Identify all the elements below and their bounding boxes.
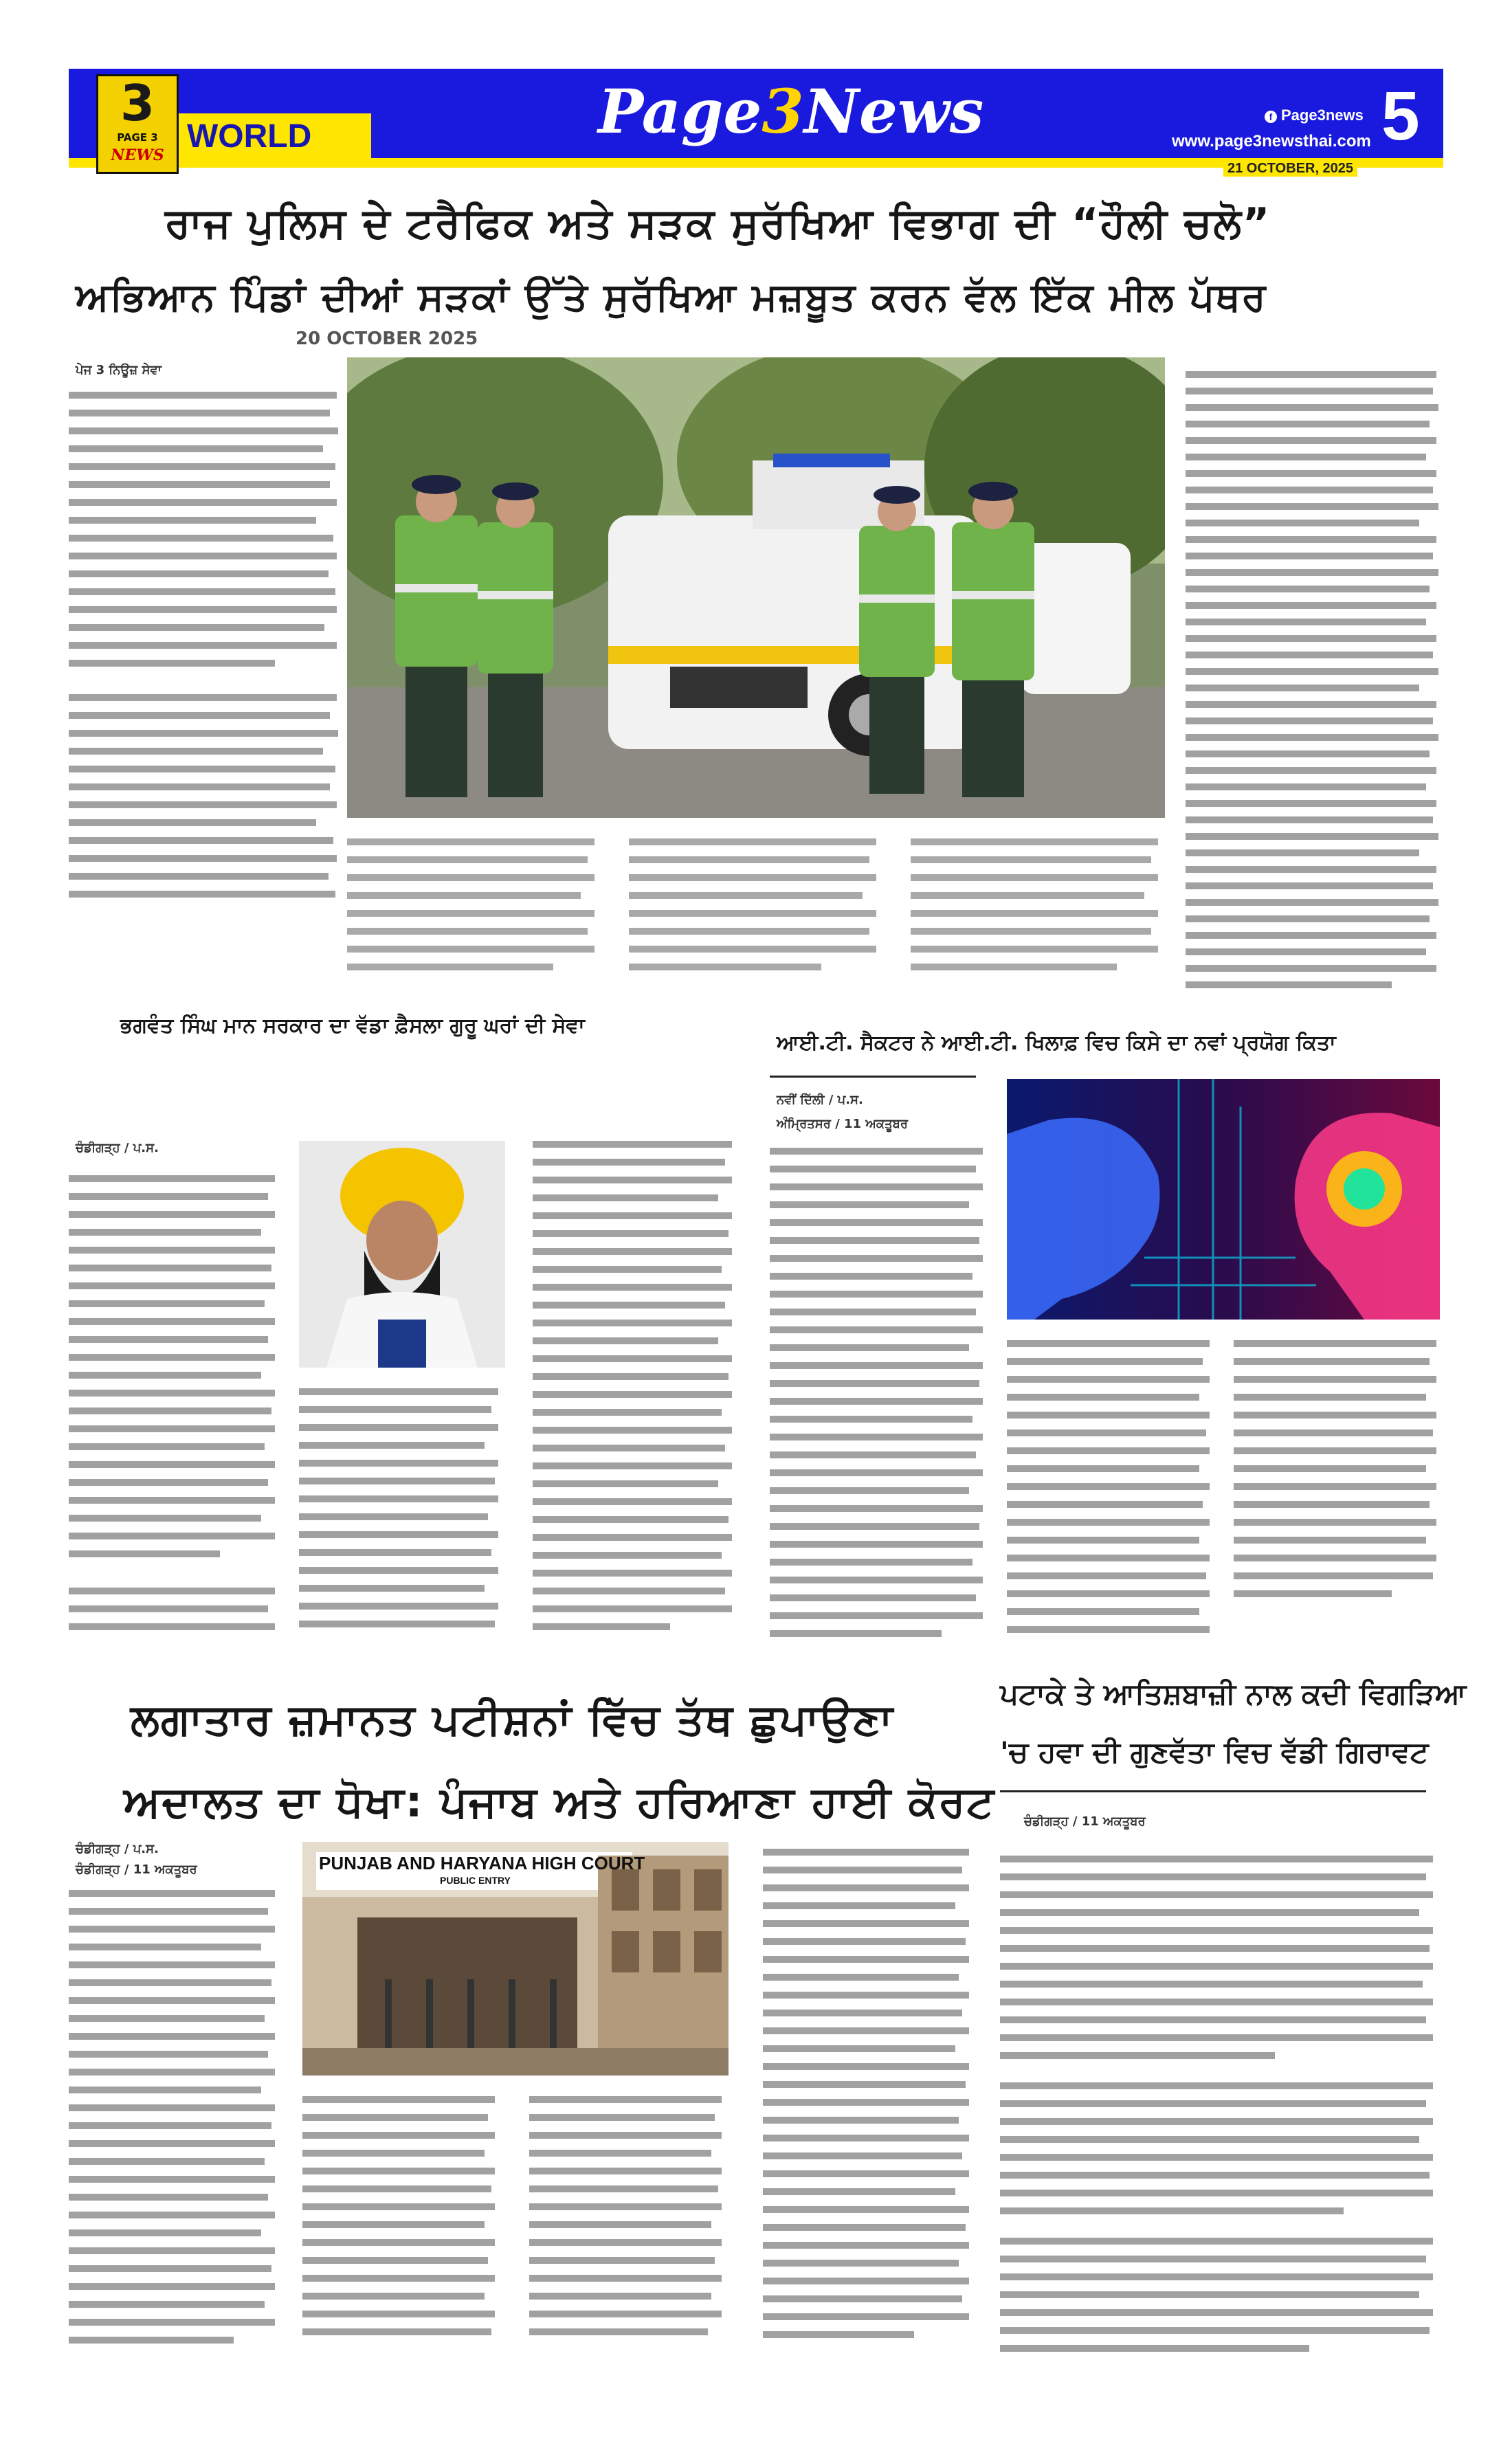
story1-byline: ਪੇਜ 3 ਨਿਊਜ਼ ਸੇਵਾ xyxy=(76,363,162,377)
page-number: 5 xyxy=(1381,78,1420,155)
brand-title xyxy=(598,76,984,151)
brand-part-a: Page xyxy=(598,76,762,147)
story2-byline: ਚੰਡੀਗੜ੍ਹ / ਪ.ਸ. xyxy=(76,1141,159,1155)
issue-date: 21 OCTOBER, 2025 xyxy=(1223,161,1357,177)
story4-column-2 xyxy=(302,2089,502,2378)
story4-byline-2: ਚੰਡੀਗੜ੍ਹ / 11 ਅਕਤੂਬਰ xyxy=(76,1862,197,1877)
section-tab xyxy=(179,113,371,158)
story3-byline-1: ਨਵੀਂ ਦਿੱਲੀ / ਪ.ਸ. xyxy=(777,1093,863,1107)
site-url: www.page3newsthai.com xyxy=(1172,132,1371,151)
divider xyxy=(1000,1790,1426,1792)
story4-headline-line2: ਅਦਾਲਤ ਦਾ ਧੋਖਾ: ਪੰਜਾਬ ਅਤੇ ਹਰਿਆਣਾ ਹਾਈ ਕੋਰਟ xyxy=(124,1777,996,1827)
story1-column-right xyxy=(1186,364,1443,1010)
traffic-police-photo xyxy=(347,357,1165,818)
court-sign-subtext: PUBLIC ENTRY xyxy=(440,1875,511,1886)
story4-column-4 xyxy=(763,1842,976,2378)
story5-headline-line1: ਪਟਾਕੇ ਤੇ ਆਤਿਸ਼ਬਾਜ਼ੀ ਨਾਲ ਕਦੀ ਵਿਗੜਿਆ xyxy=(1000,1677,1467,1711)
story3-column-2 xyxy=(1007,1333,1216,1663)
story5-body xyxy=(1000,1849,1440,2378)
divider xyxy=(770,1076,976,1078)
logo-number: 3 xyxy=(120,74,155,132)
ai-faces-illustration xyxy=(1007,1079,1440,1320)
story1-columns-bottom xyxy=(347,832,1165,990)
court-sign-text: PUNJAB AND HARYANA HIGH COURT xyxy=(319,1853,645,1873)
story4-column-1 xyxy=(69,1883,282,2378)
sikh-leader-portrait xyxy=(299,1141,505,1368)
brand-part-c: News xyxy=(803,76,984,147)
story4-byline-1: ਚੰਡੀਗੜ੍ਹ / ਪ.ਸ. xyxy=(76,1842,159,1856)
facebook-icon: f xyxy=(1265,111,1277,123)
story3-column-1 xyxy=(770,1141,990,1663)
high-court-photo xyxy=(302,1842,729,2076)
story2-column-1 xyxy=(69,1161,282,1670)
logo-tag: NEWS xyxy=(111,146,164,164)
story1-headline-line1: ਰਾਜ ਪੁਲਿਸ ਦੇ ਟਰੈਫਿਕ ਅਤੇ ਸੜਕ ਸੁਰੱਖਿਆ ਵਿਭਾਗ ਦੀ “ਹੌਲੀ ਚਲੋ” xyxy=(165,199,1271,247)
photo-date-stamp: 20 OCTOBER 2025 xyxy=(296,329,478,349)
story5-byline: ਚੰਡੀਗੜ੍ਹ / 11 ਅਕਤੂਬਰ xyxy=(1024,1814,1146,1829)
story2-headline: ਭਗਵੰਤ ਸਿੰਘ ਮਾਨ ਸਰਕਾਰ ਦਾ ਵੱਡਾ ਫ਼ੈਸਲਾ ਗੁਰੂ ਘਰਾਂ ਦੀ ਸੇਵਾ xyxy=(120,1014,585,1038)
section-label: WORLD xyxy=(187,118,312,155)
story1-headline-line2: ਅਭਿਆਨ ਪਿੰਡਾਂ ਦੀਆਂ ਸੜਕਾਂ ਉੱਤੇ ਸੁਰੱਖਿਆ ਮਜ਼ਬੂਤ ਕਰਨ ਵੱਲ ਇੱਕ ਮੀਲ ਪੱਥਰ xyxy=(76,275,1267,320)
story5-headline-line2: 'ਚ ਹਵਾ ਦੀ ਗੁਣਵੱਤਾ ਵਿਚ ਵੱਡੀ ਗਿਰਾਵਟ xyxy=(1000,1735,1429,1769)
story3-column-3 xyxy=(1234,1333,1443,1663)
page3-logo xyxy=(96,74,179,174)
story3-byline-2: ਅੰਮ੍ਰਿਤਸਰ / 11 ਅਕਤੂਬਰ xyxy=(777,1117,909,1131)
story4-headline-line1: ਲਗਾਤਾਰ ਜ਼ਮਾਨਤ ਪਟੀਸ਼ਨਾਂ ਵਿੱਚ ਤੱਥ ਛੁਪਾਉਣਾ xyxy=(131,1694,894,1744)
story4-column-3 xyxy=(529,2089,729,2378)
social-handle xyxy=(1265,107,1364,124)
brand-part-b: 3 xyxy=(761,76,804,147)
story2-column-2 xyxy=(299,1381,505,1663)
logo-small-text: PAGE 3 xyxy=(117,131,158,144)
social-label: Page3news xyxy=(1281,107,1364,124)
story3-headline: ਆਈ.ਟੀ. ਸੈਕਟਰ ਨੇ ਆਈ.ਟੀ. ਖਿਲਾਫ਼ ਵਿਚ ਕਿਸੇ ਦਾ ਨਵਾਂ ਪ੍ਰਯੋਗ ਕਿਤਾ xyxy=(777,1031,1336,1055)
story2-column-3 xyxy=(533,1134,739,1656)
